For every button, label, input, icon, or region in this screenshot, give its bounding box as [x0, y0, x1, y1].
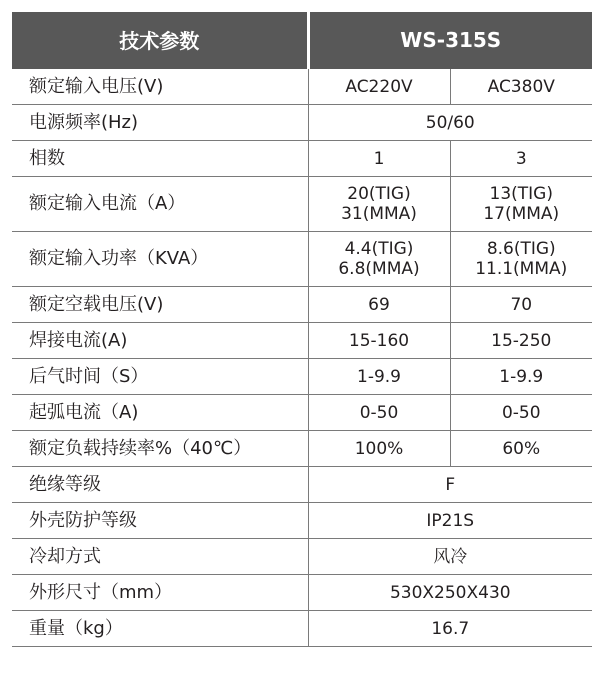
- table-row: [12, 287, 592, 323]
- header-model: WS-315S: [308, 12, 592, 68]
- table-row: [12, 177, 592, 232]
- row-value: IP21S: [308, 503, 592, 539]
- spec-table-container: [12, 12, 592, 647]
- table-row: [12, 467, 592, 503]
- row-value-2: [450, 232, 592, 287]
- value-line-tig: 20(TIG): [347, 184, 411, 204]
- row-label: 额定输入功率（KVA）: [12, 232, 308, 287]
- row-value-1: 100%: [308, 431, 450, 467]
- value-line-tig: 8.6(TIG): [486, 239, 556, 259]
- value-line-mma: 11.1(MMA): [475, 259, 568, 279]
- table-row: [12, 395, 592, 431]
- row-value: 530X250X430: [308, 575, 592, 611]
- row-label: 外壳防护等级: [12, 503, 308, 539]
- row-value-2: 60%: [450, 431, 592, 467]
- row-value-1: 1-9.9: [308, 359, 450, 395]
- value-line-tig: 4.4(TIG): [344, 239, 414, 259]
- header-param-label: 技术参数: [12, 12, 308, 68]
- row-label: 冷却方式: [12, 539, 308, 575]
- table-row: [12, 232, 592, 287]
- table-row: [12, 68, 592, 105]
- value-line-mma: 31(MMA): [341, 204, 417, 224]
- row-label: 起弧电流（A): [12, 395, 308, 431]
- row-label: 外形尺寸（mm）: [12, 575, 308, 611]
- table-header-row: [12, 12, 592, 68]
- row-value-2: 15-250: [450, 323, 592, 359]
- row-value-1: AC220V: [308, 68, 450, 105]
- table-row: [12, 105, 592, 141]
- row-label: 后气时间（S）: [12, 359, 308, 395]
- row-value: 16.7: [308, 611, 592, 647]
- row-value-1: 1: [308, 141, 450, 177]
- row-value-2: [450, 177, 592, 232]
- row-value-2: 1-9.9: [450, 359, 592, 395]
- table-row: [12, 575, 592, 611]
- row-label: 额定空载电压(V): [12, 287, 308, 323]
- row-label: 额定负载持续率%（40℃）: [12, 431, 308, 467]
- row-label: 相数: [12, 141, 308, 177]
- table-row: [12, 141, 592, 177]
- spec-table: [12, 12, 592, 647]
- value-line-mma: 6.8(MMA): [338, 259, 420, 279]
- table-row: [12, 611, 592, 647]
- row-label: 绝缘等级: [12, 467, 308, 503]
- row-value-2: 3: [450, 141, 592, 177]
- row-value: 50/60: [308, 105, 592, 141]
- row-value-1: 15-160: [308, 323, 450, 359]
- row-label: 电源频率(Hz): [12, 105, 308, 141]
- table-row: [12, 323, 592, 359]
- row-value-2: 70: [450, 287, 592, 323]
- row-label: 焊接电流(A): [12, 323, 308, 359]
- row-value-1: 69: [308, 287, 450, 323]
- row-value: 风冷: [308, 539, 592, 575]
- table-row: [12, 359, 592, 395]
- row-value: F: [308, 467, 592, 503]
- value-line-tig: 13(TIG): [489, 184, 553, 204]
- row-value-2: AC380V: [450, 68, 592, 105]
- table-row: [12, 431, 592, 467]
- row-value-2: 0-50: [450, 395, 592, 431]
- table-row: [12, 503, 592, 539]
- value-line-mma: 17(MMA): [483, 204, 560, 224]
- row-value-1: 0-50: [308, 395, 450, 431]
- row-value-1: [308, 232, 450, 287]
- row-value-1: [308, 177, 450, 232]
- row-label: 额定输入电流（A）: [12, 177, 308, 232]
- row-label: 额定输入电压(V): [12, 68, 308, 105]
- row-label: 重量（kg）: [12, 611, 308, 647]
- table-row: [12, 539, 592, 575]
